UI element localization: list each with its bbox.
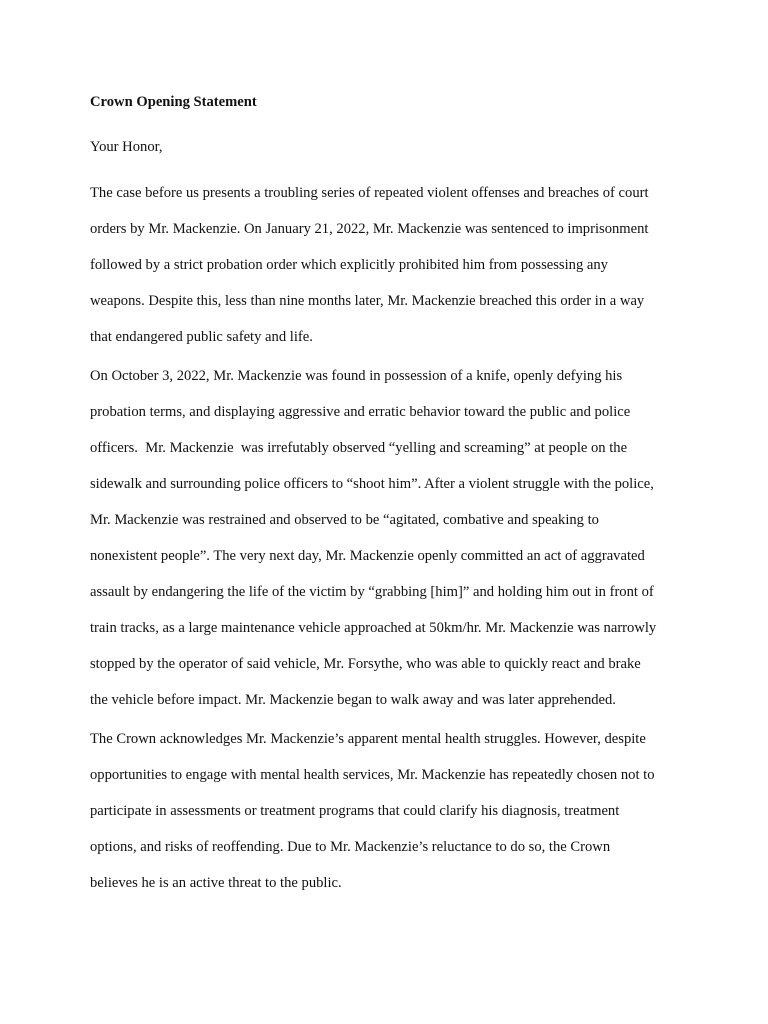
paragraph-line: orders by Mr. Mackenzie. On January 21, 2022, Mr. Mackenzie was sentenced to imprisonment — [90, 221, 649, 237]
paragraph-line: probation terms, and displaying aggressive and erratic behavior toward the public and police — [90, 404, 631, 420]
paragraph-line: the vehicle before impact. Mr. Mackenzie began to walk away and was later apprehended. — [90, 692, 616, 708]
paragraph-line: participate in assessments or treatment programs that could clarify his diagnosis, treatment — [90, 803, 620, 819]
paragraph-line: stopped by the operator of said vehicle, Mr. Forsythe, who was able to quickly react and brake — [90, 656, 641, 672]
paragraph-line: nonexistent people”. The very next day, Mr. Mackenzie openly committed an act of aggravated — [90, 548, 645, 564]
paragraph-1 — [90, 175, 680, 355]
document-body — [90, 91, 680, 901]
paragraph-line: followed by a strict probation order which explicitly prohibited him from possessing any — [90, 257, 608, 273]
paragraph-line: weapons. Despite this, less than nine months later, Mr. Mackenzie breached this order in a way — [90, 293, 645, 309]
paragraph-line: sidewalk and surrounding police officers to “shoot him”. After a violent struggle with the police, — [90, 476, 654, 492]
paragraph-2 — [90, 358, 680, 718]
document-title: Crown Opening Statement — [90, 94, 257, 110]
salutation: Your Honor, — [90, 139, 163, 155]
paragraph-line: options, and risks of reoffending. Due to Mr. Mackenzie’s reluctance to do so, the Crown — [90, 839, 611, 855]
paragraph-line: that endangered public safety and life. — [90, 329, 313, 345]
paragraph-line: Mr. Mackenzie was restrained and observed to be “agitated, combative and speaking to — [90, 512, 599, 528]
paragraph-line: opportunities to engage with mental health services, Mr. Mackenzie has repeatedly chosen not to — [90, 767, 655, 783]
paragraph-3 — [90, 721, 680, 901]
paragraph-line: On October 3, 2022, Mr. Mackenzie was found in possession of a knife, openly defying his — [90, 368, 623, 384]
paragraph-line: The Crown acknowledges Mr. Mackenzie’s apparent mental health struggles. However, despite — [90, 731, 646, 747]
paragraph-line: The case before us presents a troubling series of repeated violent offenses and breaches of court — [90, 185, 649, 201]
paragraph-line: believes he is an active threat to the public. — [90, 875, 342, 891]
paragraph-line: officers. Mr. Mackenzie was irrefutably observed “yelling and screaming” at people on the — [90, 440, 628, 456]
paragraph-line: train tracks, as a large maintenance vehicle approached at 50km/hr. Mr. Mackenzie was narrowly — [90, 620, 657, 636]
paragraph-line: assault by endangering the life of the victim by “grabbing [him]” and holding him out in front of — [90, 584, 654, 600]
